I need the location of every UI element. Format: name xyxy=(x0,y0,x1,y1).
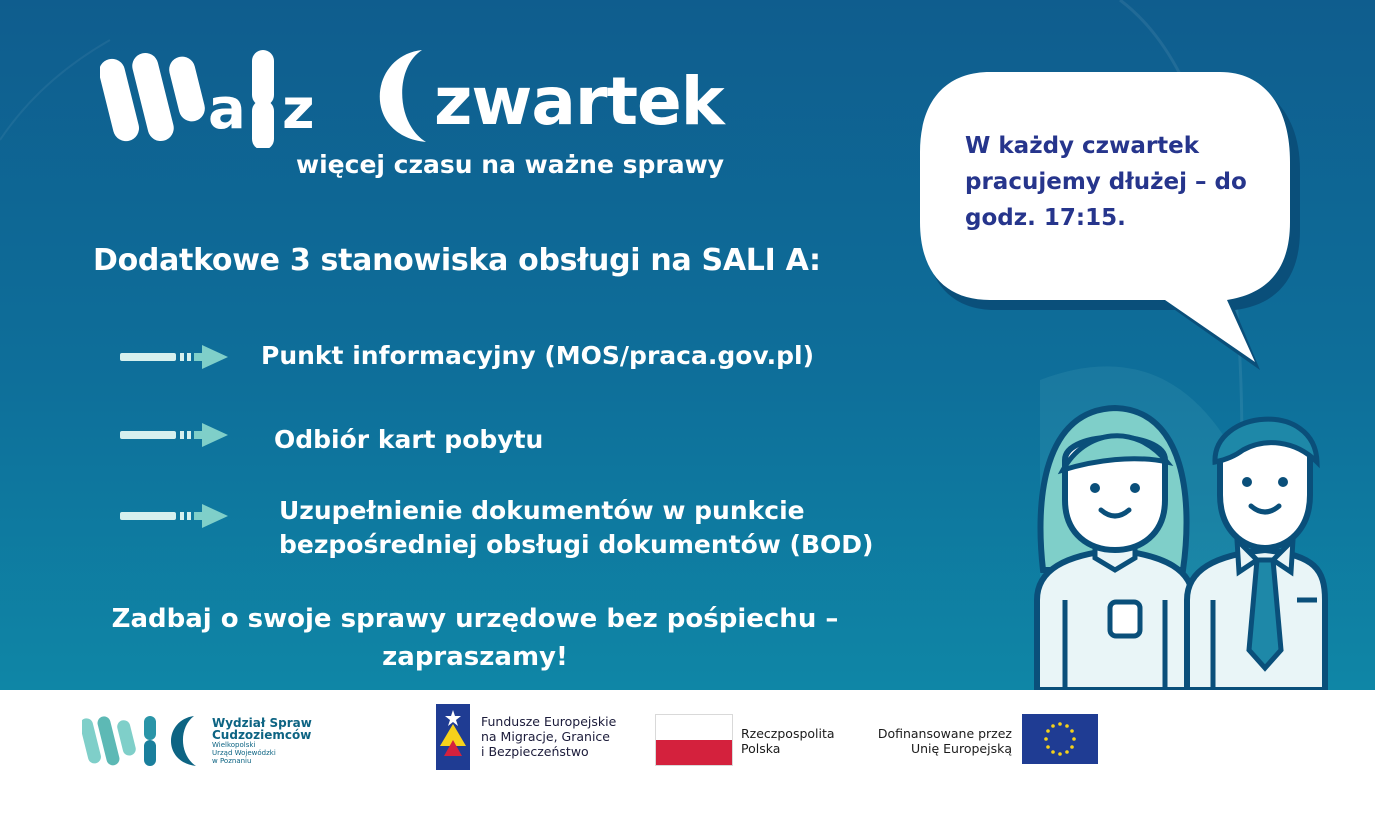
wsc-org-line: Wielkopolski xyxy=(212,741,256,749)
svg-text:zwartek: zwartek xyxy=(434,63,724,140)
fe-text xyxy=(481,714,616,759)
wsc-text xyxy=(212,717,312,765)
arrow-right-icon xyxy=(120,421,232,449)
list-item-line: Uzupełnienie dokumentów w punkcie xyxy=(279,496,805,525)
stations-heading: Dodatkowe 3 stanowiska obsługi na SALI A: xyxy=(93,243,821,278)
closing-line: Zadbaj o swoje sprawy urzędowe bez pośpiechu – xyxy=(111,604,839,634)
man-icon xyxy=(1187,419,1325,690)
bubble-line: pracujemy dłużej – do xyxy=(965,169,1247,195)
closing-line: zapraszamy! xyxy=(382,642,568,672)
arrow-right-icon xyxy=(120,343,232,371)
svg-text:a: a xyxy=(208,77,246,142)
ue-line: Unię Europejską xyxy=(910,741,1012,756)
closing-text xyxy=(90,600,860,676)
list-item-line: Odbiór kart pobytu xyxy=(274,425,544,454)
eu-flag-icon xyxy=(1022,714,1098,764)
bubble-text xyxy=(965,128,1275,236)
list-item-residence-cards xyxy=(274,423,543,457)
fe-line: Fundusze Europejskie xyxy=(481,714,617,729)
woman-icon xyxy=(1037,408,1193,690)
list-item-info-point xyxy=(261,339,814,373)
rp-line: Rzeczpospolita xyxy=(741,726,835,741)
fe-line: i Bezpieczeństwo xyxy=(481,744,589,759)
wsc-name-line: Cudzoziemców xyxy=(212,728,312,742)
polish-flag-icon xyxy=(655,714,733,766)
subtitle: więcej czasu na ważne sprawy xyxy=(296,150,725,179)
bubble-line: W każdy czwartek xyxy=(965,133,1200,159)
fe-logo-icon xyxy=(436,704,470,770)
fe-line: na Migracje, Granice xyxy=(481,729,610,744)
footer xyxy=(0,690,1375,825)
list-item-line: bezpośredniej obsługi dokumentów (BOD) xyxy=(279,530,874,559)
wsc-org-line: Urząd Wojewódzki xyxy=(212,749,276,757)
wsc-name-line: Wydział Spraw xyxy=(212,716,312,730)
title-letters xyxy=(100,50,426,148)
ue-line: Dofinansowane przez xyxy=(877,726,1012,741)
bubble-line: godz. 17:15. xyxy=(965,205,1126,231)
people-illustration xyxy=(1025,400,1335,690)
rp-line: Polska xyxy=(741,741,781,756)
wsc-logo-icon xyxy=(82,712,204,772)
list-item-documents xyxy=(279,494,873,562)
list-item-line: Punkt informacyjny (MOS/praca.gov.pl) xyxy=(261,341,815,370)
svg-text:z: z xyxy=(282,77,315,142)
title-logo xyxy=(100,38,740,148)
ue-text xyxy=(850,726,1012,756)
rp-text xyxy=(741,726,835,756)
wsc-org-line: w Poznaniu xyxy=(212,757,252,765)
arrow-right-icon xyxy=(120,502,232,530)
